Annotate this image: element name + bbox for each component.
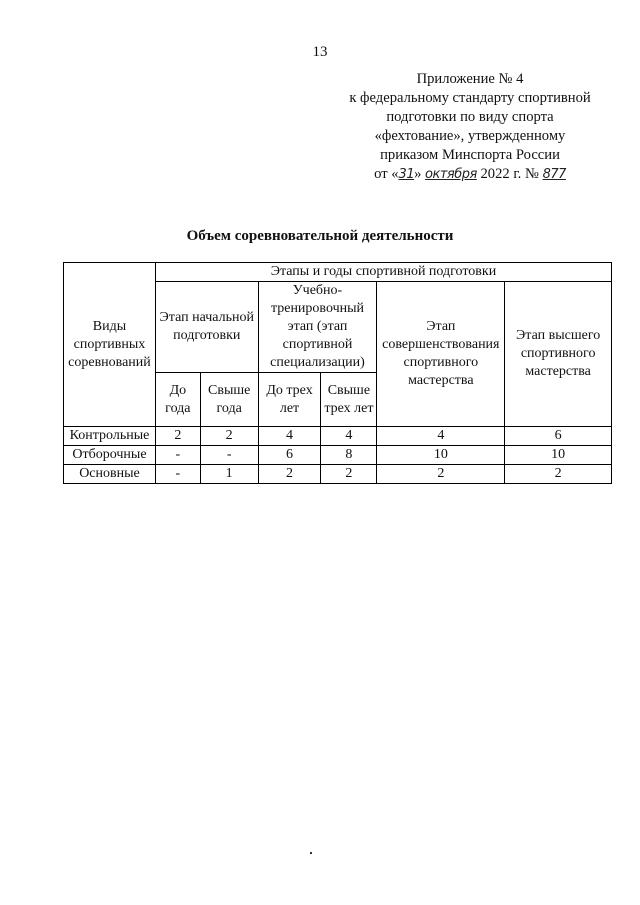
appendix-line: подготовки по виду спорта	[386, 109, 554, 125]
table-row	[64, 446, 612, 465]
page-number: 13	[312, 44, 328, 60]
table-row	[64, 427, 612, 446]
appendix-line: Приложение № 4	[416, 71, 524, 87]
subheader-over-three: Свыше трех лет	[321, 373, 377, 427]
competition-table	[63, 262, 612, 484]
row-name: Основные	[64, 465, 156, 484]
subheader-up-to-year: До года	[155, 373, 200, 427]
handwritten-month: октября	[425, 167, 477, 182]
appendix-line: приказом Минспорта России	[380, 147, 560, 163]
date-prefix: от «	[374, 166, 399, 182]
document-title: Объем соревновательной деятельности	[186, 228, 454, 244]
year-part: 2022 г. №	[480, 166, 539, 182]
table-cell: 6	[505, 427, 612, 446]
handwritten-order-number: 877	[542, 167, 566, 182]
table-cell: 1	[200, 465, 258, 484]
table-cell: -	[155, 465, 200, 484]
table-cell: 4	[321, 427, 377, 446]
date-close: »	[414, 166, 422, 182]
subheader-over-year: Свыше года	[200, 373, 258, 427]
header-stage-initial: Этап начальной подготовки	[155, 282, 258, 373]
row-name: Контрольные	[64, 427, 156, 446]
appendix-date-line	[330, 165, 610, 184]
table-cell: 8	[321, 446, 377, 465]
table-cell: 4	[258, 427, 321, 446]
scan-dot	[310, 852, 312, 854]
table-cell: 2	[377, 465, 505, 484]
appendix-line: к федеральному стандарту спортивной	[349, 90, 591, 106]
subheader-up-to-three: До трех лет	[258, 373, 321, 427]
table-cell: 2	[321, 465, 377, 484]
table-cell: 2	[258, 465, 321, 484]
header-stage-higher: Этап высшего спортивного мастерства	[505, 282, 612, 427]
header-group: Этапы и годы спортивной подготовки	[155, 263, 611, 282]
table-cell: -	[155, 446, 200, 465]
table-cell: 2	[505, 465, 612, 484]
table-cell: 2	[200, 427, 258, 446]
table-cell: 10	[377, 446, 505, 465]
header-stage-improvement: Этап совершенствования спортивного мастерства	[377, 282, 505, 427]
row-name: Отборочные	[64, 446, 156, 465]
table-cell: 6	[258, 446, 321, 465]
handwritten-day: 31	[398, 167, 415, 182]
table-cell: 10	[505, 446, 612, 465]
header-kinds: Виды спортивных соревнований	[64, 263, 156, 427]
table-cell: -	[200, 446, 258, 465]
header-stage-training: Учебно-тренировочный этап (этап спортивной специализации)	[258, 282, 377, 373]
table-cell: 4	[377, 427, 505, 446]
table-row	[64, 465, 612, 484]
appendix-line: «фехтование», утвержденному	[374, 128, 566, 144]
appendix-header	[330, 70, 610, 184]
table-cell: 2	[155, 427, 200, 446]
